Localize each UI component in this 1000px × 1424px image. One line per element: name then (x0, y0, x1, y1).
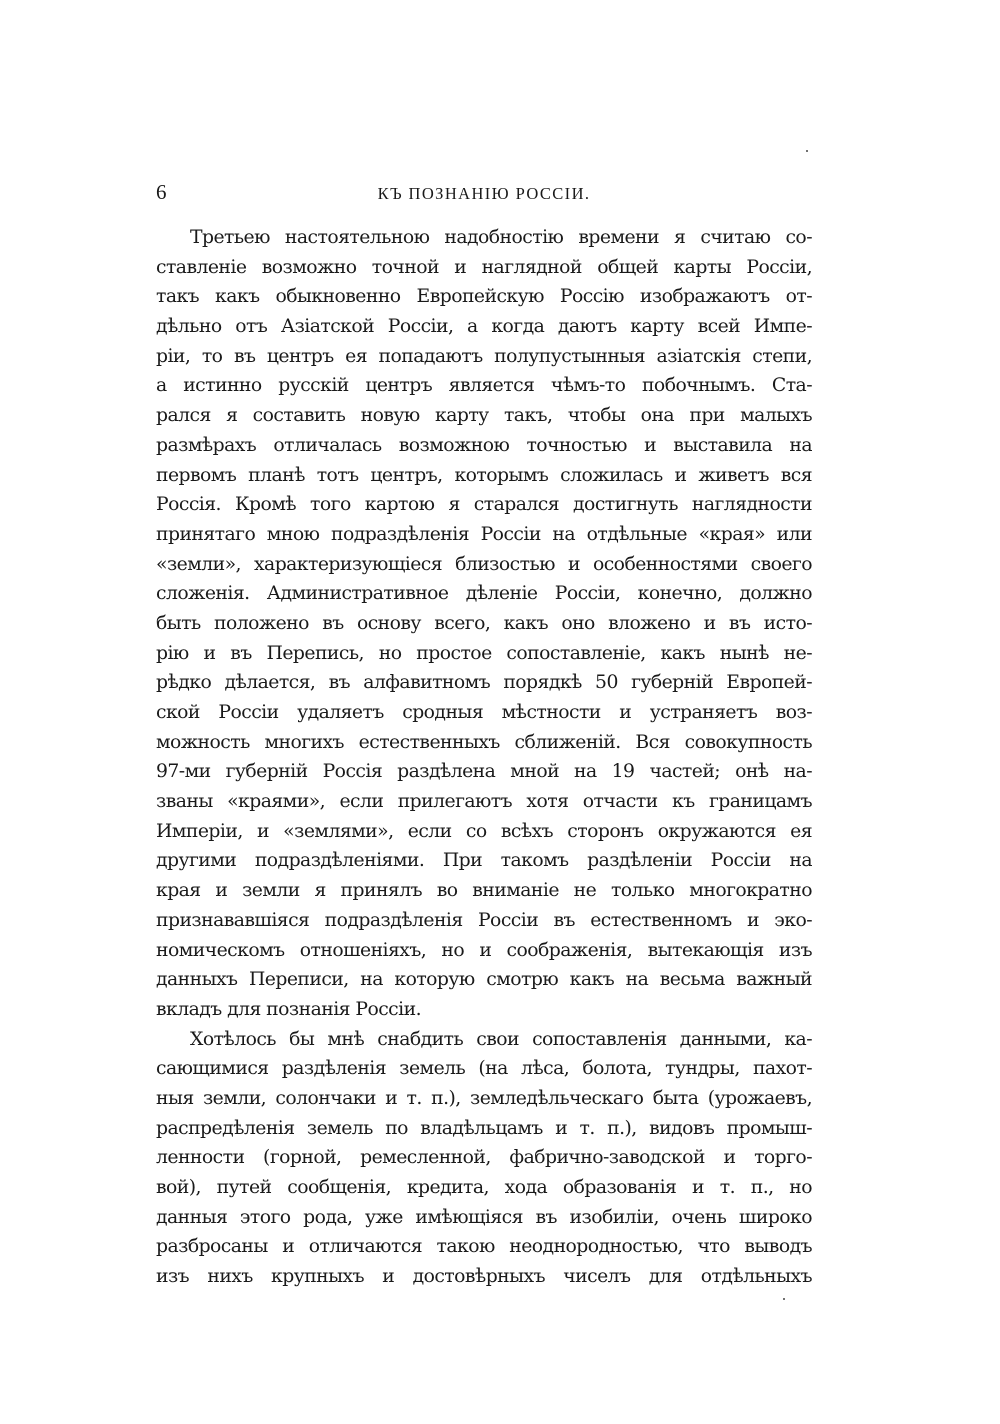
text-line: изъ нихъ крупныхъ и достовѣрныхъ чиселъ для отдѣльныхъ (156, 1266, 812, 1288)
text-line: рію и въ Перепись, но простое сопоставленіе, какъ нынѣ не- (156, 642, 812, 664)
text-line: рался я составить новую карту такъ, чтобы она при малыхъ (156, 405, 812, 427)
text-line: 97-ми губерній Россія раздѣлена мной на 19 частей; онѣ на- (156, 761, 812, 783)
text-line: данныя этого рода, уже имѣющіяся въ изобиліи, очень широко (156, 1206, 812, 1228)
scan-speck (806, 150, 808, 152)
text-line: первомъ планѣ тотъ центръ, которымъ сложилась и живетъ вся (156, 464, 812, 486)
body-text (156, 223, 812, 1292)
text-line: размѣрахъ отличалась возможною точностью и выставила на (156, 434, 812, 456)
text-line: сложенія. Административное дѣленіе Россіи, конечно, должно (156, 583, 812, 605)
text-line: рѣдко дѣлается, въ алфавитномъ порядкѣ 50 губерній Европей- (156, 672, 812, 694)
text-line: «земли», характеризующіеся близостью и особенностями своего (156, 553, 812, 575)
text-line: вкладъ для познанія Россіи. (156, 998, 421, 1020)
paragraph (156, 223, 812, 1025)
text-line: признававшіяся подраздѣленія Россіи въ естественномъ и эко- (156, 909, 812, 931)
text-line: Имперіи, и «землями», если со всѣхъ сторонъ окружаются ея (156, 820, 812, 842)
scan-speck (783, 1298, 785, 1300)
text-line: сающимися раздѣленія земель (на лѣса, болота, тундры, пахот- (156, 1058, 812, 1080)
text-line: Россія. Кромѣ того картою я старался достигнуть наглядности (156, 494, 812, 516)
text-line: распредѣленія земель по владѣльцамъ и т. п.), видовъ промыш- (156, 1117, 812, 1139)
text-line: ріи, то въ центръ ея попадаютъ полупустынныя азіатскія степи, (156, 345, 812, 367)
text-line: Хотѣлось бы мнѣ снабдить свои сопоставленія данными, ка- (190, 1028, 812, 1050)
text-line: данныхъ Переписи, на которую смотрю какъ на весьма важный (156, 969, 812, 991)
text-line: вой), путей сообщенія, кредита, хода образованія и т. п., но (156, 1177, 812, 1198)
text-line: номическомъ отношеніяхъ, но и соображенія, вытекающія изъ (156, 939, 812, 961)
text-line: такъ какъ обыкновенно Европейскую Россію изображаютъ от- (156, 286, 812, 308)
text-line: а истинно русскій центръ является чѣмъ-то побочнымъ. Ста- (156, 375, 812, 397)
text-line: другими подраздѣленіями. При такомъ раздѣленіи Россіи на (156, 850, 812, 872)
text-line: дѣльно отъ Азіатской Россіи, а когда даютъ карту всей Импе- (156, 316, 812, 338)
text-line: ставленіе возможно точной и наглядной общей карты Россіи, (156, 256, 812, 278)
text-line: ской Россіи удаляетъ сродныя мѣстности и устраняетъ воз- (156, 702, 812, 723)
text-line: ленности (горной, ремесленной, фабрично-заводской и торго- (156, 1147, 812, 1169)
running-title: КЪ ПОЗНАНІЮ РОССІИ. (377, 184, 591, 203)
text-line: края и земли я принялъ во вниманіе не только многократно (156, 880, 812, 902)
text-line: званы «краями», если прилегаютъ хотя отчасти къ границамъ (156, 791, 812, 813)
text-line: ныя земли, солончаки и т. п.), земледѣльческаго быта (урожаевъ, (156, 1087, 812, 1109)
page-number: 6 (156, 180, 167, 204)
text-line: быть положено въ основу всего, какъ оно вложено и въ исто- (156, 612, 812, 634)
running-head (156, 178, 812, 206)
paragraph (156, 1025, 812, 1292)
text-line: можность многихъ естественныхъ сближеній. Вся совокупность (156, 731, 812, 753)
text-line: разбросаны и отличаются такою неоднородностью, что выводъ (156, 1236, 812, 1258)
text-line: принятаго мною подраздѣленія Россіи на отдѣльные «края» или (156, 523, 812, 545)
text-line: Третьею настоятельною надобностію времени я считаю со- (190, 227, 812, 248)
